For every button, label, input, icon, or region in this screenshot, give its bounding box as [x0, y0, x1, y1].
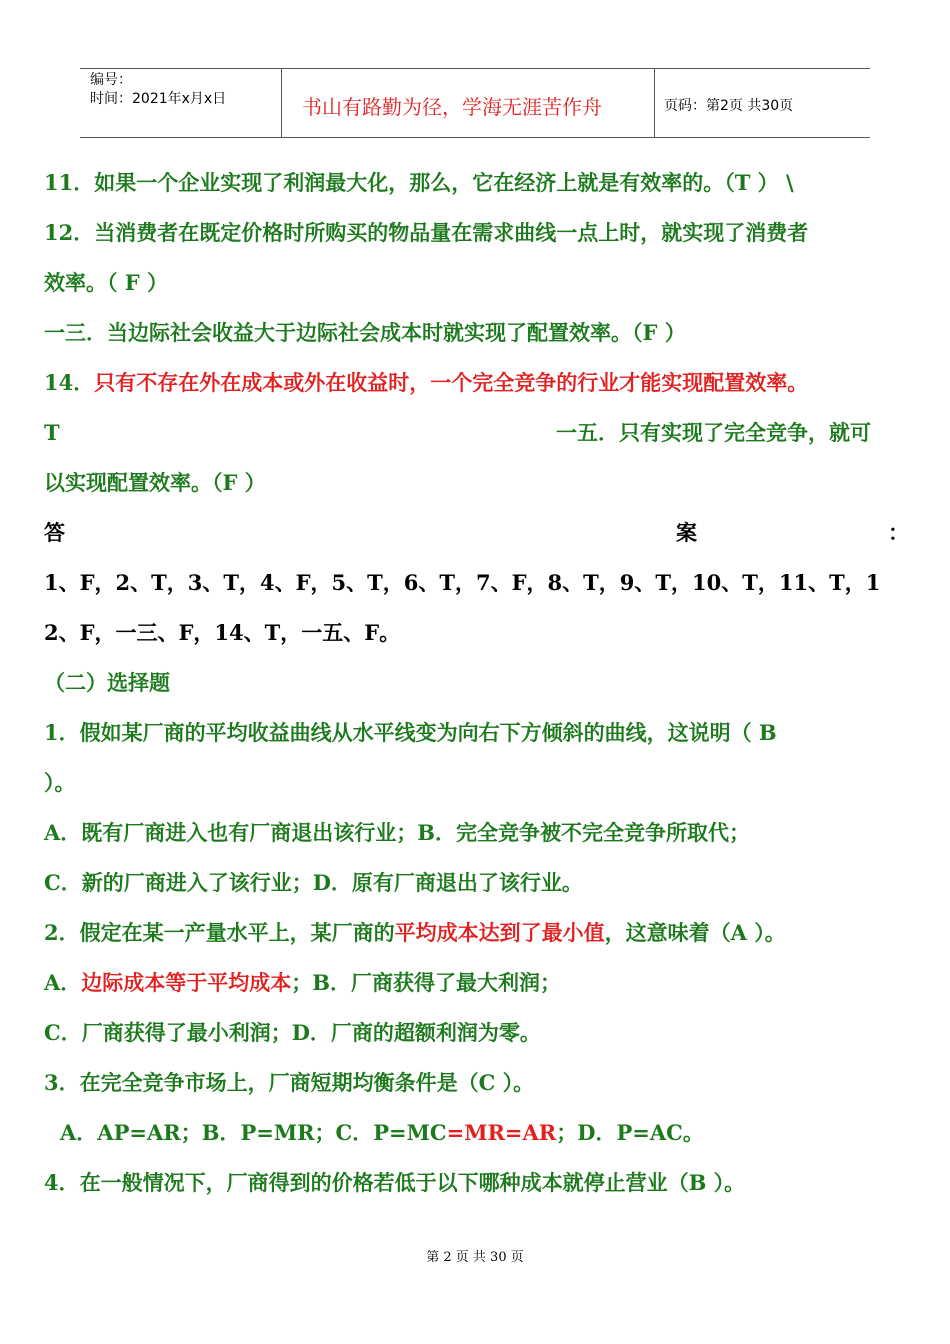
mc-question-2: [44, 918, 924, 948]
answer-key-line1: 1、F，2、T，3、T，4、F，5、T，6、T，7、F，8、T，9、T，10、T，11、T，1: [44, 570, 881, 595]
option-text: ；D．P=AC。: [556, 1120, 704, 1145]
answer-heading-3: ：: [888, 520, 909, 545]
answer-key-line2: 2、F，一三、F，14、T，一五、F。: [44, 620, 401, 645]
mc-question-1-options-ab: A．既有厂商进入也有厂商退出该行业；B．完全竞争被不完全竞争所取代；: [44, 820, 751, 845]
question-text: ，这意味着（A ）。: [604, 920, 786, 945]
question-text: 2．假定在某一产量水平上，某厂商的: [44, 920, 395, 945]
highlighted-text: 边际成本等于平均成本: [81, 970, 292, 995]
answer-heading-2: 案: [676, 520, 697, 545]
header-page-info: 页码：第2页 共30页: [664, 98, 794, 114]
header-divider: [281, 69, 282, 137]
tf-question-12-line2: 效率。（ F ）: [44, 270, 169, 295]
header-table: [80, 68, 870, 138]
option-text: A．AP=AR；B．P=MR；C．P=MC: [60, 1120, 447, 1145]
mc-question-2-options-cd: C．厂商获得了最小利润；D．厂商的超额利润为零。: [44, 1020, 541, 1045]
tf-question-13: 一三．当边际社会收益大于边际社会成本时就实现了配置效率。（F ）: [44, 320, 686, 345]
tf-question-14: [44, 368, 924, 398]
mc-question-1-line1: 1．假如某厂商的平均收益曲线从水平线变为向右下方倾斜的曲线，这说明（ B: [44, 720, 777, 745]
header-motto: 书山有路勤为径，学海无涯苦作舟: [302, 95, 602, 119]
option-text: ；B．厂商获得了最大利润；: [291, 970, 562, 995]
answer-heading-1: 答: [44, 520, 65, 545]
mc-question-4: 4．在一般情况下，厂商得到的价格若低于以下哪种成本就停止营业（B ）。: [44, 1170, 746, 1195]
question-number: 14．: [44, 370, 95, 395]
section-heading: （二）选择题: [44, 670, 170, 695]
highlighted-text: =MR=AR: [446, 1120, 557, 1145]
page-footer: 第 2 页 共 30 页: [426, 1250, 524, 1265]
tf-question-12-line1: 12．当消费者在既定价格时所购买的物品量在需求曲线一点上时，就实现了消费者: [44, 220, 809, 245]
mc-question-1-options-cd: C．新的厂商进入了该行业；D．原有厂商退出了该行业。: [44, 870, 583, 895]
code-label: 编号：: [90, 72, 132, 88]
tf-question-14-answer: T: [44, 420, 60, 445]
mc-question-1-line2: ）。: [44, 770, 76, 795]
highlighted-text: 平均成本达到了最小值: [394, 920, 605, 945]
time-label: 时间：2021年x月x日: [90, 91, 227, 107]
tf-question-15-line2: 以实现配置效率。（F ）: [44, 470, 266, 495]
tf-question-15-line1: 一五．只有实现了完全竞争，就可: [556, 420, 871, 445]
highlighted-text: 只有不存在外在成本或外在收益时，一个完全竞争的行业才能实现配置效率。: [94, 370, 809, 395]
header-divider: [654, 69, 655, 137]
mc-question-2-options-ab: [44, 968, 924, 998]
option-label: A．: [44, 970, 82, 995]
mc-question-3: 3．在完全竞争市场上，厂商短期均衡条件是（C ）。: [44, 1070, 535, 1095]
mc-question-3-options: [60, 1118, 940, 1148]
header-meta: [90, 71, 226, 109]
tf-question-11: 11．如果一个企业实现了利润最大化，那么，它在经济上就是有效率的。（T ） \: [44, 170, 794, 195]
